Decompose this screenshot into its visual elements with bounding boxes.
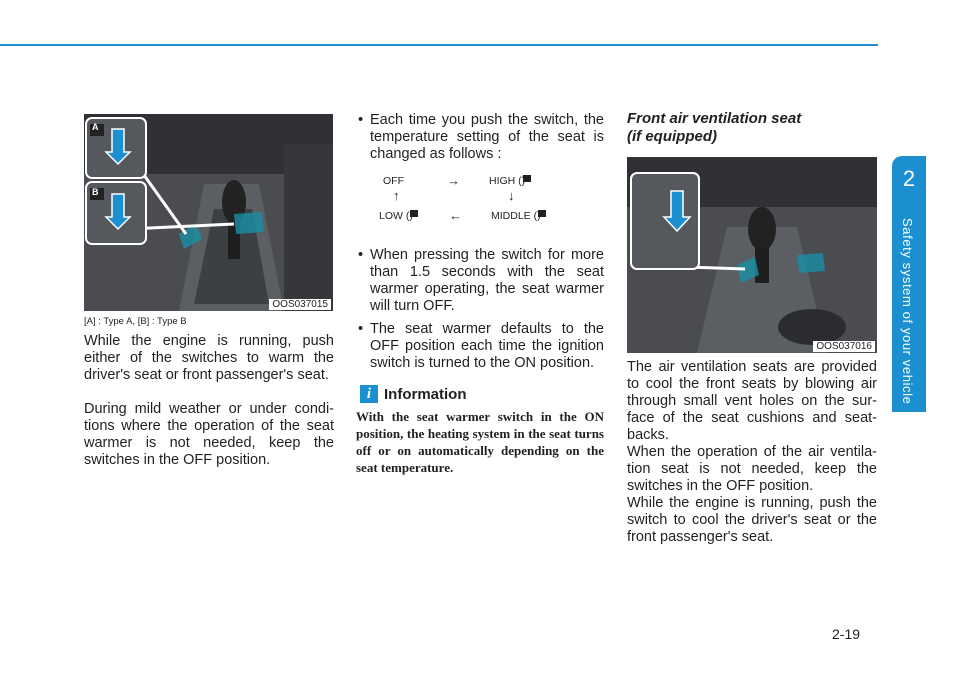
chapter-tab bbox=[892, 156, 926, 412]
state-middle: MIDDLE ( bbox=[491, 210, 541, 222]
seat-warmer-switch-photo bbox=[84, 114, 333, 311]
bullet-item: • Each time you push the switch, the temperature setting of the seat is changed as follows : bbox=[356, 112, 604, 163]
page-number: 2-19 bbox=[832, 626, 861, 642]
state-low: LOW ( bbox=[379, 210, 413, 222]
paragraph: When the operation of the air ventila- tion seat is not needed, keep the switches in the OFF position. bbox=[627, 444, 877, 494]
arrow-down: ↓ bbox=[508, 188, 515, 203]
info-text: With the seat warmer switch in the ON position, the heating system in the seat turns off or on automatically depending on the seat temperature. bbox=[356, 409, 604, 475]
paragraph: The air ventilation seats are provided to cool the front seats by blowing air through small vent holes on the sur- face of the seat cushions and seat- backs. bbox=[627, 359, 877, 443]
info-icon: i bbox=[360, 385, 378, 403]
paragraph: While the engine is running, push the switch to cool the driver's seat or the front passenger's seat. bbox=[627, 495, 877, 545]
bullet-list-1 bbox=[356, 112, 604, 163]
paragraph: While the engine is running, push either of the switches to warm the driver's seat or front passenger's seat. bbox=[84, 333, 334, 383]
chapter-number: 2 bbox=[902, 166, 916, 191]
arrow-left: ← bbox=[449, 208, 462, 223]
photo-code: OOS037016 bbox=[813, 341, 875, 352]
bullet-item: • When pressing the switch for more than 1.5 seconds with the seat warmer operating, the seat warmer will turn OFF. bbox=[356, 247, 604, 315]
section-heading bbox=[627, 110, 801, 146]
bullet-item: • The seat warmer defaults to the OFF position each time the ignition switch is turned to the ON position. bbox=[356, 321, 604, 372]
heading-line-1: Front air ventilation seat bbox=[627, 110, 802, 127]
arrow-up: ↑ bbox=[393, 188, 400, 203]
chapter-title: Safety system of your vehicle bbox=[900, 218, 915, 405]
header-rule bbox=[0, 44, 878, 46]
state-high: HIGH ( bbox=[489, 175, 525, 187]
temperature-cycle-diagram bbox=[375, 172, 605, 232]
info-title: Information bbox=[384, 386, 467, 403]
inset-label-b: B bbox=[92, 187, 99, 197]
arrow-right: → bbox=[447, 173, 460, 188]
photo-code: OOS037015 bbox=[269, 299, 331, 310]
bullet-list-2 bbox=[356, 247, 604, 372]
state-off: OFF bbox=[383, 175, 404, 187]
paragraph: During mild weather or under condi- tions where the operation of the seat warmer is not needed, keep the switches in the OFF position. bbox=[84, 401, 334, 468]
photo-caption: [A] : Type A, [B] : Type B bbox=[84, 316, 187, 327]
ventilation-switch-photo bbox=[627, 157, 877, 353]
heading-line-2: (if equipped) bbox=[627, 128, 717, 145]
inset-label-a: A bbox=[92, 122, 99, 132]
